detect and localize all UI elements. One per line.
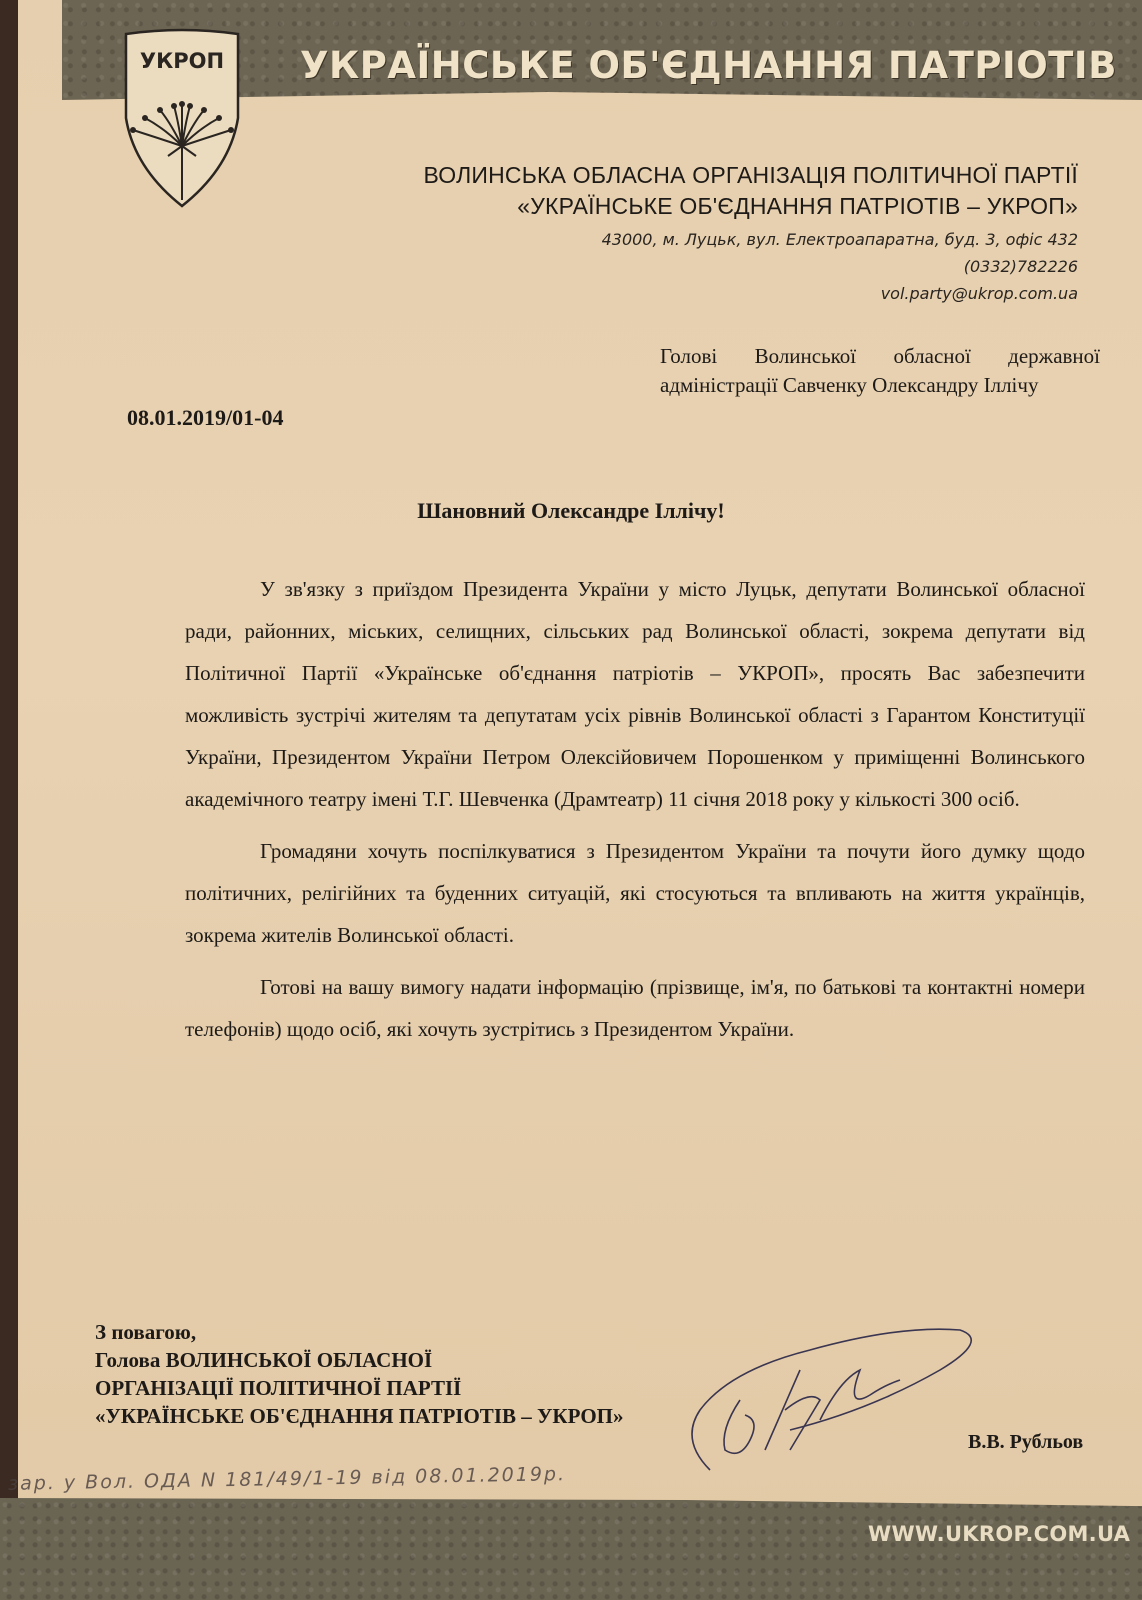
paragraph: У зв'язку з приїздом Президента України у місто Луцьк, депутати Волинської обласної ради, районних, міських, селищних, сільських рад Волинської області, зокрема депутати від Політичної Партії «Українське об'єднання патріотів – УКРОП», просять Вас забезпечити можливість зустрічі жителям та депутатам усіх рівнів Волинської області з Гарантом Конституції України, Президентом України Петром Олексійовичем Порошенком у приміщенні Волинського академічного театру імені Т.Г. Шевченка (Драмтеатр) 11 січня 2018 року у кількості 300 осіб. bbox=[185, 577, 1085, 811]
recipient: Голові Волинської обласної державної адміністрації Савченку Олександру Іллічу bbox=[660, 344, 1100, 397]
logo-text: УКРОП bbox=[139, 49, 225, 73]
salutation: Шановний Олександре Іллічу! bbox=[417, 498, 725, 523]
closing-line: З повагою, bbox=[95, 1320, 197, 1344]
closing-block bbox=[95, 1318, 624, 1430]
signature bbox=[670, 1300, 1000, 1480]
banner-title: УКРАЇНСЬКЕ ОБ'ЄДНАННЯ ПАТРІОТІВ bbox=[300, 44, 1117, 87]
paragraph: Громадяни хочуть поспілкуватися з Президентом України та почути його думку щодо політичних, релігійних та буденних ситуацій, які стосуються та впливають на життя українців, зокрема жителів Волинської області. bbox=[185, 839, 1085, 947]
phone: (0332)782226 bbox=[963, 257, 1078, 276]
email: vol.party@ukrop.com.ua bbox=[880, 284, 1078, 303]
org-line-2: «УКРАЇНСЬКЕ ОБ'ЄДНАННЯ ПАТРІОТІВ – УКРОП» bbox=[517, 193, 1078, 219]
footer-banner bbox=[0, 1498, 1142, 1600]
closing-line: ОРГАНІЗАЦІЇ ПОЛІТИЧНОЇ ПАРТІЇ bbox=[95, 1376, 462, 1400]
address: 43000, м. Луцьк, вул. Електроапаратна, буд. 3, офіс 432 bbox=[601, 230, 1078, 249]
ukrop-logo bbox=[118, 28, 246, 210]
org-line-1: ВОЛИНСЬКА ОБЛАСНА ОРГАНІЗАЦІЯ ПОЛІТИЧНОЇ ПАРТІЇ bbox=[423, 162, 1078, 188]
closing-line: Голова ВОЛИНСЬКОЇ ОБЛАСНОЇ bbox=[95, 1348, 433, 1372]
contact-block bbox=[602, 226, 1078, 307]
letter-body bbox=[185, 568, 1085, 1060]
signer-name: В.В. Рубльов bbox=[968, 1431, 1084, 1453]
organization-title bbox=[423, 160, 1078, 222]
website-link: WWW.UKROP.COM.UA bbox=[868, 1522, 1131, 1546]
registration-note: зар. у Вол. ОДА N 181/49/1-19 від 08.01.2019р. bbox=[7, 1463, 567, 1495]
reference-number: 08.01.2019/01-04 bbox=[127, 405, 284, 430]
paragraph: Готові на вашу вимогу надати інформацію (прізвище, ім'я, по батькові та контактні номери телефонів) щодо осіб, які хочуть зустрітись з Президентом України. bbox=[185, 975, 1085, 1041]
closing-line: «УКРАЇНСЬКЕ ОБ'ЄДНАННЯ ПАТРІОТІВ – УКРОП» bbox=[95, 1404, 624, 1428]
